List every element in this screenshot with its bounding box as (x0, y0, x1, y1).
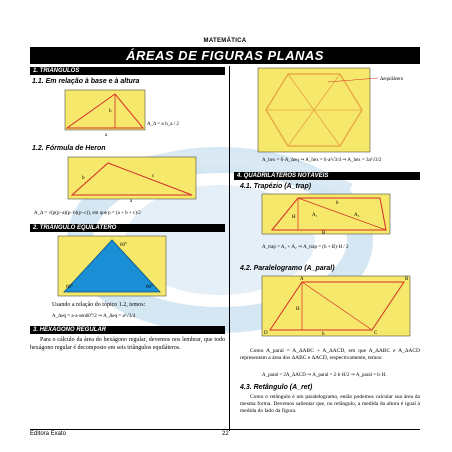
subsection-retangulo: 4.3. Retângulo (A_ret) (240, 384, 313, 391)
footer-publisher: Editora Exato (30, 431, 67, 437)
svg-text:60°: 60° (146, 285, 153, 290)
subject-header: MATEMÁTICA (203, 38, 247, 44)
section-triangulo-equilatero: 2. TRIÂNGULO EQUILÁTERO (30, 224, 225, 232)
heron-triangle-figure (68, 157, 198, 202)
svg-text:C: C (374, 331, 378, 336)
section-triangulos: 1. TRIÂNGULOS (30, 67, 225, 75)
equilateral-intro-text: Usando a relação do tópico 1.2, temos: (52, 302, 146, 308)
svg-text:A₂: A₂ (354, 213, 360, 218)
parallelogram-text: Como A_paral = A_ΔABC + A_ΔACD, em que A_ΔABC e A_ΔACD representam a área dos ΔABC e ΔACD, respectivamente, temos: (240, 348, 420, 361)
section-quadrilateros: 4. QUADRILÁTEROS NOTÁVEIS (234, 172, 420, 180)
formula-trapezio: A_trap = A₁ + A₂ ⇒ A_trap = (b + B)·H / 2 (262, 245, 349, 250)
svg-text:b: b (336, 201, 339, 206)
svg-text:60°: 60° (66, 285, 73, 290)
svg-text:60°: 60° (120, 243, 127, 248)
hexagon-figure (258, 68, 418, 153)
svg-text:a: a (130, 199, 133, 204)
rectangle-text: Como o retângulo é um paralelogramo, então podemos calcular sua área da mesma forma. Devemos salientar que, no retângulo, a medida da altura é igual à medida do lado da figura. (240, 394, 420, 414)
subsection-heron: 1.2. Fórmula de Heron (32, 145, 106, 152)
svg-text:D: D (264, 331, 268, 336)
hexagon-callout-label: Δequilátero (380, 77, 404, 82)
parallelogram-figure (262, 276, 412, 338)
formula-equilatero: A_Δeq = a·a·sen60°/2 ⇒ A_Δeq = a²√3/4 (52, 314, 136, 319)
subsection-trapezio: 4.1. Trapézio (A_trap) (240, 183, 312, 190)
svg-text:H: H (296, 307, 300, 312)
formula-hexagono: A_hex = 6·A_Δeq ⇒ A_hex = 6·a²√3/4 ⇒ A_hex = 3a²√3/2 (262, 158, 382, 163)
svg-text:b: b (322, 332, 325, 337)
svg-text:b: b (82, 176, 85, 181)
subsection-paralelogramo: 4.2. Paralelogramo (A_paral) (240, 265, 335, 272)
footer-rule (30, 429, 420, 430)
equilateral-triangle-figure (58, 236, 168, 298)
page-title: ÁREAS DE FIGURAS PLANAS (30, 47, 420, 64)
formula-base-altura: A_Δ = a·h_a / 2 (147, 122, 179, 127)
svg-text:B: B (322, 231, 326, 236)
svg-text:H: H (292, 215, 296, 220)
section-hexagono: 3. HEXÁGONO REGULAR (30, 326, 225, 334)
column-divider (229, 66, 230, 431)
svg-text:A₁: A₁ (312, 213, 318, 218)
formula-heron: A_Δ = √(p(p−a)(p−b)(p−c)), em que p = (a + b + c)/2 (34, 211, 141, 216)
hexagon-intro-text: Para o cálculo da área do hexágono regular, devemos nos lembrar, que todo hexágono regular é decomposto em seis triângulos equiláteros. (30, 337, 225, 351)
svg-text:A: A (300, 277, 304, 282)
svg-text:h: h (109, 109, 112, 114)
trapezoid-figure (262, 194, 392, 236)
triangle-base-height-figure (65, 90, 225, 140)
formula-paralelogramo: A_paral = 2A_ΔACD ⇒ A_paral = 2·b·H/2 ⇒ A_paral = b·H. (262, 373, 387, 378)
svg-text:a: a (105, 133, 108, 138)
svg-text:c: c (152, 174, 155, 179)
page-number: 22 (222, 431, 229, 437)
svg-text:B: B (405, 277, 409, 282)
subsection-base-altura: 1.1. Em relação à base e à altura (32, 78, 140, 85)
